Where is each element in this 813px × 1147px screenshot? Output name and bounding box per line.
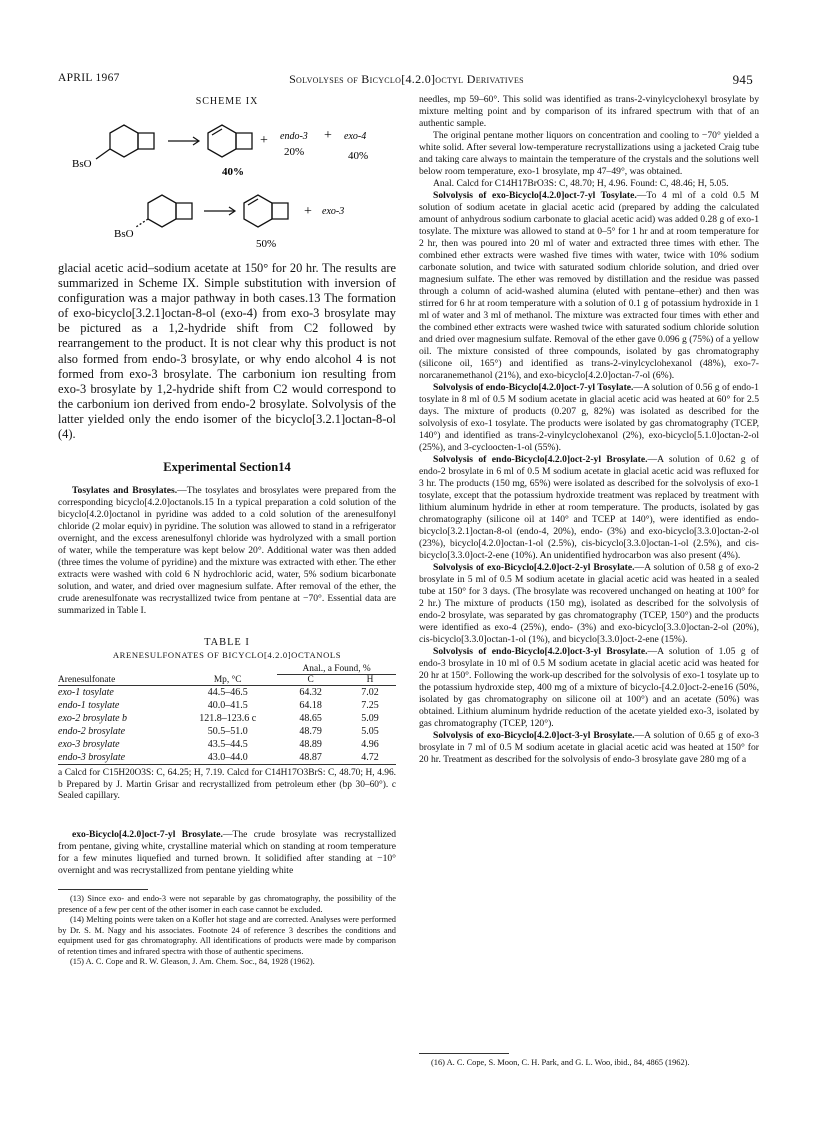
cell: 121.8–123.6 c [199, 713, 257, 725]
arrow-2 [204, 207, 235, 215]
cell: 43.0–44.0 [207, 752, 248, 764]
col-header-3: H [366, 675, 374, 686]
footnotes [58, 894, 396, 968]
cell: 4.72 [361, 752, 379, 764]
table-subtitle: ARENESULFONATES OF BICYCLO[4.2.0]OCTANOLS [112, 650, 342, 661]
plus-3: + [304, 204, 312, 219]
text: —A solution of 1.05 g of endo-3 brosylate in 10 ml of 0.5 M sodium acetate in glacial acetic acid was heated for 20 hr at 150°. Following the work-up described for the solvolysis of exo-1 tosylate up to the potassium hydroxide step, 400 mg of a mixture of bicyclo-[4.2.0]oct-2-ene16 (50%, isolated by gas chromatography on silicone oil at 100°) and an acetate (50%) was obtained. Lithium aluminum hydride reduction of the acetate yielded exo-3, isolated by gas chromatography (TCEP, 120°). [419, 646, 759, 729]
text: —A solution of 0.62 g of endo-2 brosylate in 6 ml of 0.5 M sodium acetate in glacial acetic acid was refluxed for 3 hr. The products (150 mg, 65%) were isolated as described for the solvolysis of exo-1 tosylate, except that the potassium hydroxide treatment was replaced by treatment with lithium aluminum hydride in ether at room temperature. The products, isolated by gas chromatography (silicone oil at 140° and TCEP at 140°), were identified as endo-bicyclo[3.2.1]octan-8-ol (endo-4, 20%), endo- (3%) and exo-bicyclo[3.3.0]octan-2-ol (23%), bicyclo[4.2.0]octan-1-ol (2.5%), cis-bicyclo[3.3.0]octan-1-ol (2.5%), and cis-bicyclo[3.3.0]oct-2-ene (10%). An unidentified hydrocarbon was also present (4%). [419, 454, 759, 561]
solvolysis-endo2-brosylate [419, 454, 759, 562]
footnote-15: (15) A. C. Cope and R. W. Gleason, J. Am. Chem. Soc., 84, 1928 (1962). [70, 957, 315, 967]
reaction-scheme-diagram [58, 109, 396, 259]
tosylates-paragraph [58, 485, 396, 617]
paragraph-mother-liquors: The original pentane mother liquors on concentration and cooling to −70° yielded a white solid. After several low-temperature recrystallizations using a jacketed Craig tube and taking care always to maintain the temperature of the crystals and the solutions well below room temperature, exo-1 brosylate, mp 47–49°, was obtained. [419, 130, 759, 177]
col-header-2: C [307, 675, 314, 686]
tosylates-heading: Tosylates and Brosylates. [72, 485, 178, 497]
footnote-16: (16) A. C. Cope, S. Moon, C. H. Park, and G. L. Woo, ibid., 84, 4865 (1962). [431, 1058, 690, 1067]
cell: endo-2 brosylate [58, 726, 126, 738]
col-header-0: Arenesulfonate [58, 674, 116, 685]
scheme-title: SCHEME IX [195, 96, 259, 107]
plus-1: + [260, 133, 268, 148]
cell: 43.5–44.5 [207, 739, 248, 751]
product-2-label: endo-3 [280, 131, 308, 142]
col-header-1: Mp, °C [213, 674, 242, 685]
text: —A solution of 0.65 g of exo-3 brosylate in 7 ml of 0.5 M sodium acetate in glacial acetic acid was heated at 150° for 20 hr. Treatment as described for the solvolysis of endo-3 brosylate gave 280 mg of a [419, 730, 759, 765]
cell: 7.02 [361, 687, 379, 699]
cell: exo-2 brosylate b [58, 713, 128, 725]
exo7-heading: exo-Bicyclo[4.2.0]oct-7-yl Brosylate. [72, 828, 223, 840]
table-row [58, 712, 396, 725]
cell: 7.25 [361, 700, 379, 712]
heading: Solvolysis of endo-Bicyclo[4.2.0]oct-3-yl Brosylate. [433, 646, 648, 657]
cell: endo-3 brosylate [58, 752, 126, 764]
footnote-divider [419, 1053, 509, 1054]
text: —A solution of 0.56 g of endo-1 tosylate in 8 ml of 0.5 M sodium acetate in glacial acetic acid was heated at 60° for 2.5 days. The mixture of products (0.207 g, 82%) was isolated as described for the solvolysis of exo-1 tosylate. The products were isolated by gas chromatography (TCEP, 140°) and identified as trans-2-vinylcyclohexanol (2%), exo-bicyclo[5.1.0]octan-2-ol (25%), and 3-cycloocten-1-ol (55%). [419, 382, 759, 453]
cell: 4.96 [361, 739, 379, 751]
product-3-label: exo-4 [344, 131, 367, 142]
intro-paragraph: glacial acetic acid–sodium acetate at 150° for 20 hr. The results are summarized in Scheme IX. Simple substitution with inversion of configuration was a major pathway in both cases.13 The formation of exo-bicyclo[3.2.1]octan-8-ol (exo-4) from exo-3 brosylate may be pictured as a 1,2-hydride shift from C2 followed by rearrangement to the product. It is not clear why this product is not also formed from endo-3 brosylate, or why endo alcohol 4 is not formed from exo-3 brosylate. The carbonium ion resulting from exo-3 brosylate by 1,2-hydride shift from C2 would correspond to the carbonium ion derived from endo-2 brosylate. Solvolysis of the latter yielded only the endo isomer of the bicyclo[3.2.1]octan-8-ol (4). [58, 261, 396, 442]
section-title: Experimental Section14 [163, 460, 291, 475]
tosylates-text: —The tosylates and brosylates were prepared from the corresponding bicyclo[4.2.0]octanols.15 In a typical preparation a cold solution of the bicyclo[4.2.0]octanol in pyridine was added to a cold solution of the arenesulfonyl chloride (2 molar equiv) in pyridine. The solution was allowed to stand in a refrigerator overnight, and the excess arenesulfonyl chloride was hydrolyzed with a small portion of water, while the temperature was kept below 20°. Additional water was then added (three times the volume of pyridine) and the mixture was extracted with ether. The ether extracts were washed with cold 6 N hydrochloric acid, water, 5% sodium bicarbonate solution, and water, and dried over magnesium sulfate. After removal of the ether, the crude arenesulfonate was recrystallized twice from pentane at −70°. Essential data are summarized in Table I. [58, 485, 396, 617]
running-header-date: APRIL 1967 [58, 72, 120, 84]
right-column [419, 94, 759, 766]
reactant-1-structure [96, 125, 154, 159]
reactant-2-label: BsO [114, 228, 134, 240]
solvolysis-exo2-brosylate [419, 562, 759, 646]
page-number: 945 [732, 72, 753, 87]
heading: Solvolysis of exo-Bicyclo[4.2.0]oct-2-yl Brosylate. [433, 562, 635, 573]
cell: 44.5–46.5 [207, 687, 248, 699]
table-footnote: a Calcd for C15H20O3S: C, 64.25; H, 7.19. Calcd for C14H17O3BrS: C, 48.70; H, 4.96. b Prepared by J. Martin Grisar and recrystallized from petroleum ether (bp 30–60°). c Sealed capillary. [58, 768, 396, 802]
solvolysis-exo1-tosylate [419, 190, 759, 382]
cell: exo-1 tosylate [58, 687, 114, 699]
heading: Solvolysis of endo-Bicyclo[4.2.0]oct-7-yl Tosylate. [433, 382, 634, 393]
paragraph-analysis: Anal. Calcd for C14H17BrO3S: C, 48.70; H, 4.96. Found: C, 48.46; H, 5.05. [433, 178, 729, 189]
cell: 64.32 [299, 687, 322, 699]
cell: 5.05 [361, 726, 379, 738]
footnote-divider [58, 889, 148, 890]
heading: Solvolysis of exo-Bicyclo[4.2.0]oct-7-yl Tosylate. [433, 190, 637, 201]
solvolysis-exo3-brosylate [419, 730, 759, 766]
heading: Solvolysis of exo-Bicyclo[4.2.0]oct-3-yl Brosylate. [433, 730, 635, 741]
footnote-13: (13) Since exo- and endo-3 were not separable by gas chromatography, the possibility of the presence of a few per cent of the other isomer in each case cannot be excluded. [58, 893, 396, 914]
data-table [58, 664, 396, 765]
cell: 5.09 [361, 713, 379, 725]
table-group-header: Anal., a Found, % [277, 664, 396, 675]
solvolysis-endo3-brosylate [419, 646, 759, 730]
cell: 64.18 [299, 700, 322, 712]
running-header-title: Solvolyses of Bicyclo[4.2.0]octyl Derivatives [289, 72, 524, 86]
left-column [58, 96, 396, 968]
solvolysis-endo1-tosylate [419, 382, 759, 454]
table-row [58, 725, 396, 738]
product-1-pct: 40% [222, 166, 244, 178]
table-row [58, 738, 396, 751]
text: —To 4 ml of a cold 0.5 M solution of sodium acetate in glacial acetic acid (prepared by adding the calculated amount of anhydrous sodium carbonate to glacial acetic acid) was added 0.28 g of exo-1 tosylate. The mixture was allowed to stand at 0–5° for 1 hr and at room temperature for 2 hr, then was poured into 20 ml of water and extracted three times with ether. The combined ether extracts were washed five times with water, twice with 10% sodium carbonate solution, and twice with saturated sodium chloride solution, and dried over magnesium sulfate. The ether was removed by distillation and the residue was passed through a column of acid-washed alumina (eluted with pentane–ether) and then was stirred for 6 hr at room temperature with a solution of 0.1 g of potassium hydroxide in 1 ml of water and 3 ml of methanol. The mixture was extracted four times with ether and the combined ether extracts were washed twice with saturated sodium chloride solution and dried over magnesium sulfate. Removal of the ether gave 0.096 g (75%) of a yellow oil. The mixture consisted of three compounds, isolated by gas chromatography (silicone oil, 165°) and identified as trans-2-vinylcyclohexanol (48%), exo-7-norcaranemethanol (21%), and exo-bicyclo[4.2.0]octan-7-ol (6%). [419, 190, 759, 381]
exo7-paragraph [58, 829, 396, 877]
product-1-structure [208, 125, 252, 157]
arrow-1 [168, 137, 199, 145]
product-3-pct: 40% [348, 150, 369, 162]
product-4-pct: 50% [256, 238, 277, 250]
cell: exo-3 brosylate [58, 739, 120, 751]
text: —A solution of 0.58 g of exo-2 brosylate in 5 ml of 0.5 M sodium acetate in glacial acetic acid was heated in a sealed tube at 150° for 3 days. (The brosylate was recovered unchanged on heating at 100° for 2 hr.) The mixture of products (150 mg), isolated as described for the solvolysis of endo-2 brosylate, was separated by gas chromatography (TCEP, 150°) and the products were identified as exo-4 (25%), endo- (3%) and exo-bicyclo[3.3.0]octan-2-ol (20%), cis-bicyclo[3.3.0]octan-1-ol (1%), and bicyclo[3.3.0]oct-2-ene (15%). [419, 562, 759, 645]
table-row [58, 751, 396, 765]
table-row [58, 699, 396, 712]
product-5-label: exo-3 [322, 206, 345, 217]
reactant-1-label: BsO [72, 158, 92, 170]
footnote-14: (14) Melting points were taken on a Kofler hot stage and are corrected. Analyses were performed by Dr. S. M. Nagy and his associates. Footnote 24 of reference 3 describes the conditions and equipment used for gas chromatography. All identifications of products were made by comparison of retention times and infrared spectra with those of authentic specimens. [58, 915, 396, 956]
cell: 48.79 [299, 726, 322, 738]
cell: 50.5–51.0 [207, 726, 248, 738]
product-2-pct: 20% [284, 146, 305, 158]
cell: endo-1 tosylate [58, 700, 120, 712]
cell: 40.0–41.5 [207, 700, 248, 712]
table-title: TABLE I [204, 637, 250, 649]
exo7-text: —The crude brosylate was recrystallized from pentane, giving white, crystalline material which on standing at room temperature for a few minutes liquefied and turned brown. It solidified after standing at −10° overnight and was recrystallized from pentane yielding white [58, 828, 396, 876]
right-footnotes [419, 1053, 759, 1069]
cell: 48.87 [299, 752, 322, 764]
cell: 48.65 [299, 713, 322, 725]
plus-2: + [324, 128, 332, 143]
reactant-2-structure [136, 195, 192, 227]
cell: 48.89 [299, 739, 322, 751]
table-row [58, 686, 396, 700]
product-4-structure [244, 195, 288, 227]
paragraph-needles: needles, mp 59–60°. This solid was identified as trans-2-vinylcyclohexyl brosylate by mixture melting point and by comparison of its infrared spectrum with that of an authentic sample. [419, 94, 759, 129]
heading: Solvolysis of endo-Bicyclo[4.2.0]oct-2-yl Brosylate. [433, 454, 648, 465]
